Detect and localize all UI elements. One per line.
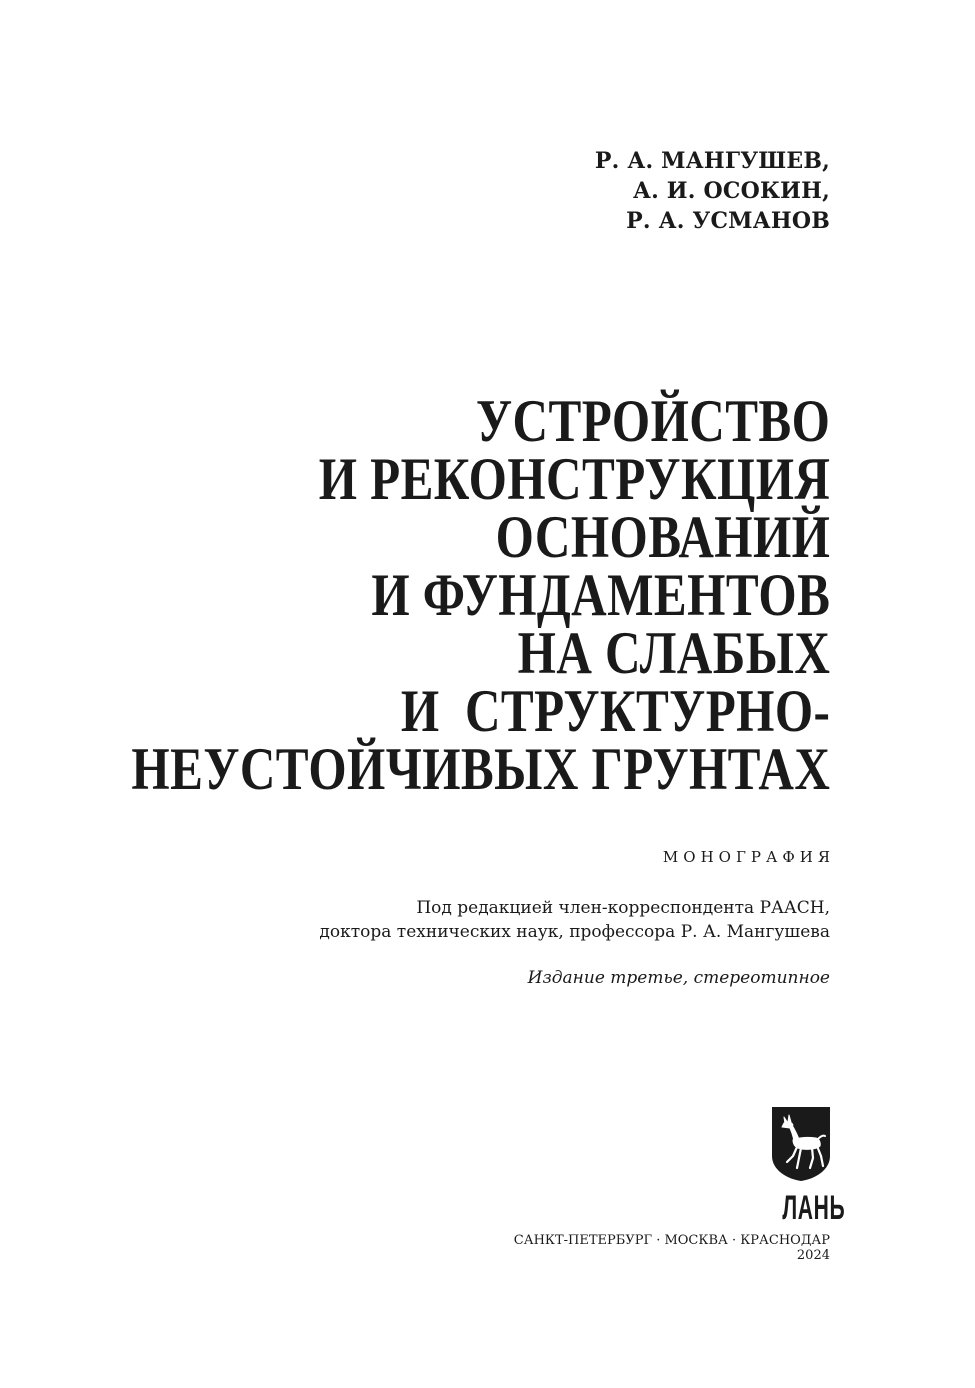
editor-line-2: доктора технических наук, профессора Р. А. Мангушева [319, 922, 830, 942]
title-line-4: И ФУНДАМЕНТОВ [371, 562, 830, 628]
author-1: Р. А. МАНГУШЕВ, [594, 148, 830, 174]
title-line-7: НЕУСТОЙЧИВЫХ ГРУНТАХ [131, 736, 830, 802]
author-3: Р. А. УСМАНОВ [626, 208, 830, 234]
editor-note [319, 896, 830, 944]
genre-label: МОНОГРАФИЯ [662, 848, 835, 866]
publisher-logo-text: ЛАНЬ [782, 1189, 846, 1227]
book-title [131, 388, 830, 802]
edition-note: Издание третье, стереотипное [527, 968, 830, 988]
editor-line-1: Под редакцией член-корреспондента РААСН, [416, 898, 830, 918]
title-line-3: ОСНОВАНИЙ [495, 504, 830, 570]
publisher-cities: САНКТ-ПЕТЕРБУРГ · МОСКВА · КРАСНОДАР [513, 1233, 830, 1248]
title-line-5: НА СЛАБЫХ [517, 620, 830, 686]
publication-year: 2024 [796, 1248, 830, 1263]
title-line-2: И РЕКОНСТРУКЦИЯ [318, 446, 830, 512]
authors-block [595, 146, 830, 236]
title-line-1: УСТРОЙСТВО [475, 388, 830, 454]
title-line-6: И СТРУКТУРНО- [400, 678, 830, 744]
author-2: А. И. ОСОКИН, [632, 178, 830, 204]
